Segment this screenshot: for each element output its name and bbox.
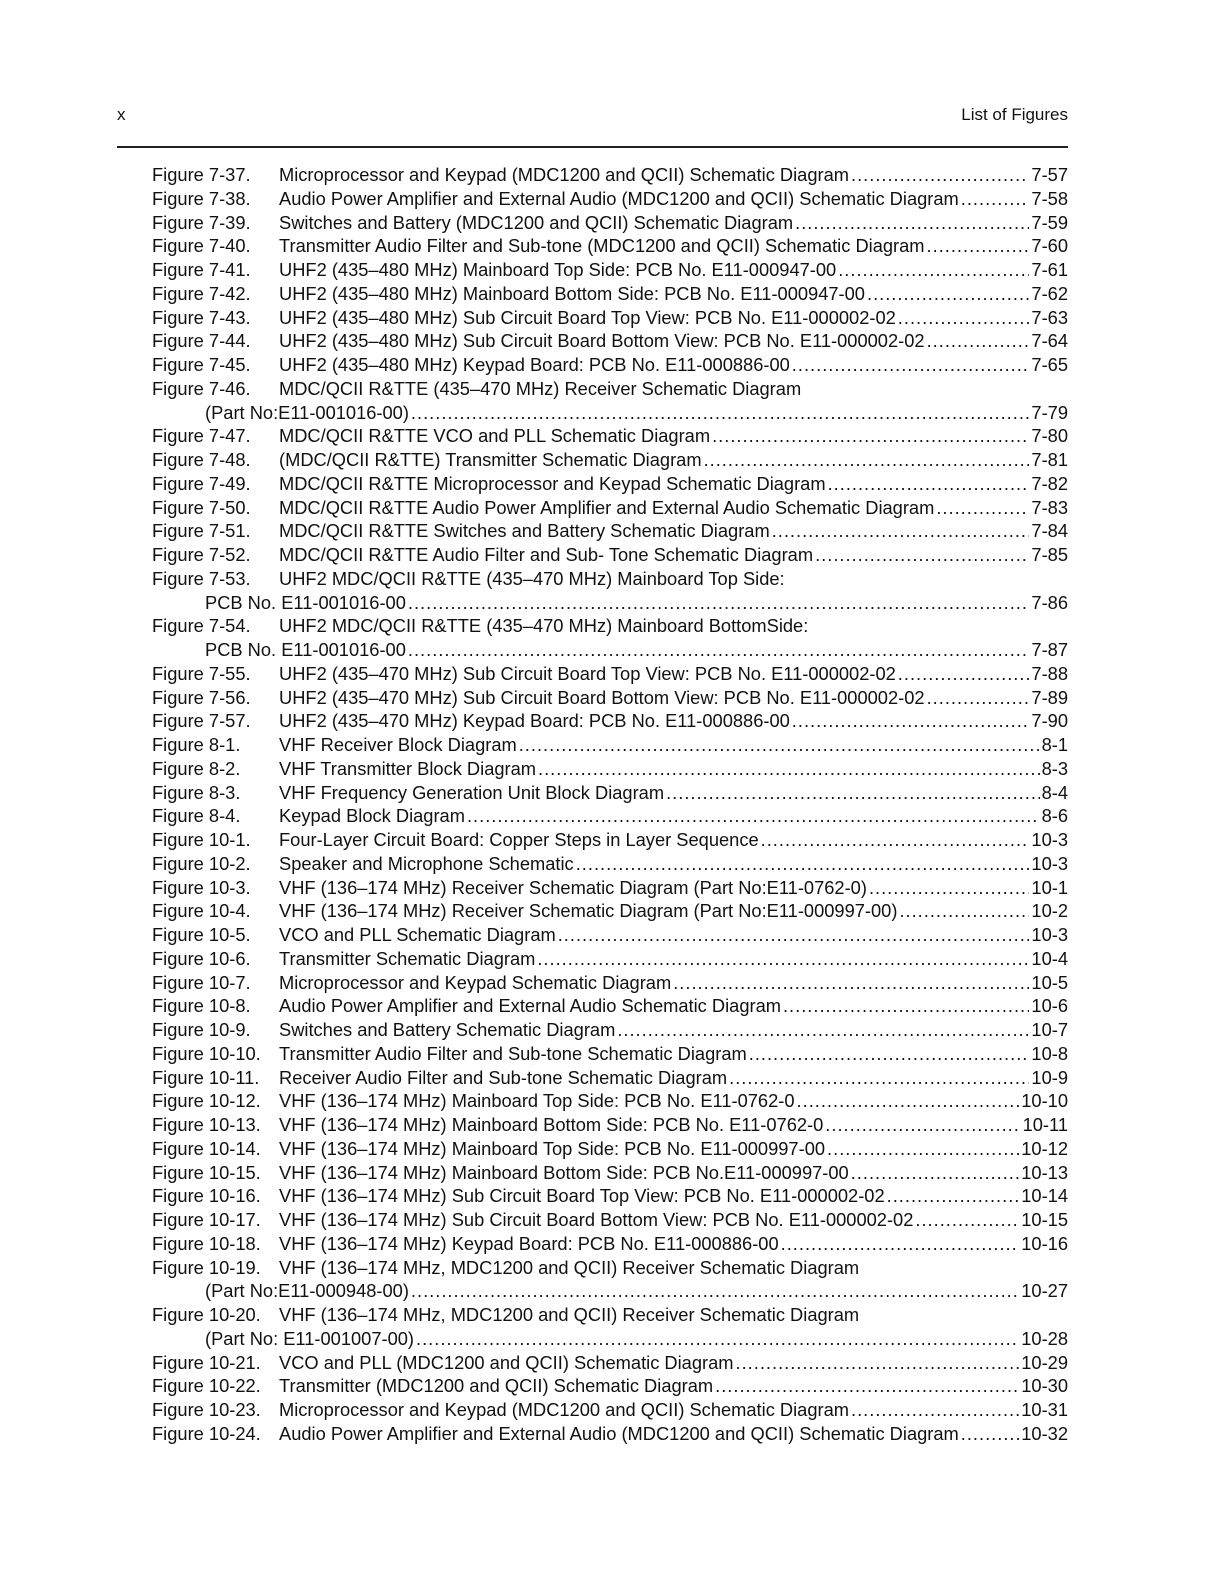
page-reference: 8-3 <box>1041 757 1068 779</box>
page-reference: 7-85 <box>1031 544 1068 565</box>
dot-leader <box>411 1279 1019 1303</box>
page-reference: 7-62 <box>1031 282 1068 304</box>
figure-entry[interactable] <box>152 353 1068 377</box>
figure-title: VHF (136–174 MHz, MDC1200 and QCII) Receiver Schematic Diagram <box>279 1304 860 1325</box>
page-reference: 7-86 <box>1031 591 1068 613</box>
figure-entry[interactable] <box>152 329 1068 353</box>
figure-entry[interactable] <box>152 163 1068 187</box>
section-title: List of Figures <box>961 105 1068 124</box>
figure-entry[interactable] <box>152 1256 1068 1304</box>
figure-title: UHF2 (435–470 MHz) Keypad Board: PCB No. E11-000886-00 <box>279 710 790 732</box>
figure-number: Figure 7-40. <box>152 235 251 257</box>
page-number: x <box>117 105 126 124</box>
dot-leader <box>827 1137 1019 1161</box>
figure-number: Figure 10-11. <box>152 1066 260 1088</box>
dot-leader <box>519 733 1040 757</box>
dot-leader <box>781 1232 1020 1256</box>
figure-title: Transmitter Audio Filter and Sub-tone Schematic Diagram <box>279 1042 747 1064</box>
page-reference: 7-89 <box>1031 686 1068 708</box>
page-reference: 10-30 <box>1021 1375 1068 1397</box>
figure-number: Figure 10-8. <box>152 995 251 1017</box>
figure-title: Speaker and Microphone Schematic <box>279 852 574 874</box>
page-reference: 8-4 <box>1041 781 1068 803</box>
figure-number: Figure 7-46. <box>152 377 251 399</box>
page-header <box>117 105 1068 129</box>
dot-leader <box>416 1327 1019 1351</box>
page-reference: 7-90 <box>1031 710 1068 732</box>
figure-entry[interactable] <box>152 876 1068 900</box>
figure-title: UHF2 (435–480 MHz) Keypad Board: PCB No. E11-000886-00 <box>279 354 790 375</box>
figure-number: Figure 7-37. <box>152 164 251 185</box>
dot-leader <box>869 876 1029 900</box>
figure-title: Switches and Battery (MDC1200 and QCII) Schematic Diagram <box>279 211 794 233</box>
figure-number: Figure 7-43. <box>152 306 251 328</box>
figure-list <box>152 163 1068 1446</box>
figure-number: Figure 10-7. <box>152 971 251 993</box>
figure-entry[interactable] <box>152 1184 1068 1208</box>
figure-number: Figure 10-23. <box>152 1399 261 1420</box>
page-reference: 7-80 <box>1031 425 1068 447</box>
figure-number: Figure 10-22. <box>152 1375 261 1397</box>
page-reference: 7-83 <box>1031 496 1068 518</box>
page-reference: 7-65 <box>1031 354 1068 375</box>
figure-number: Figure 7-50. <box>152 496 251 518</box>
dot-leader <box>537 947 1029 971</box>
dot-leader <box>715 1374 1019 1398</box>
figure-entry[interactable] <box>152 1303 1068 1351</box>
figure-entry[interactable] <box>152 804 1068 828</box>
dot-leader <box>795 211 1029 235</box>
dot-leader <box>898 662 1030 686</box>
figure-entry[interactable] <box>152 519 1068 543</box>
figure-title: Switches and Battery Schematic Diagram <box>279 1019 616 1040</box>
figure-title-continuation: (Part No: E11-001007-00) <box>205 1327 414 1349</box>
figure-number: Figure 7-54. <box>152 615 251 637</box>
figure-title: Transmitter Audio Filter and Sub-tone (MDC1200 and QCII) Schematic Diagram <box>279 235 925 257</box>
page-reference: 10-11 <box>1022 1114 1068 1135</box>
page-reference: 7-87 <box>1031 639 1068 660</box>
figure-number: Figure 10-14. <box>152 1137 261 1159</box>
figure-entry[interactable] <box>152 1232 1068 1256</box>
figure-number: Figure 7-56. <box>152 686 251 708</box>
figure-number: Figure 7-52. <box>152 544 251 565</box>
figure-title: VHF (136–174 MHz, MDC1200 and QCII) Receiver Schematic Diagram <box>279 1256 860 1278</box>
dot-leader <box>838 258 1029 282</box>
figure-title-continuation: PCB No. E11-001016-00 <box>205 591 406 613</box>
page-reference: 10-16 <box>1021 1232 1068 1254</box>
figure-number: Figure 7-48. <box>152 449 251 470</box>
figure-number: Figure 10-6. <box>152 947 251 969</box>
page-reference: 7-63 <box>1031 306 1068 328</box>
figure-number: Figure 7-38. <box>152 187 251 209</box>
page-reference: 7-60 <box>1031 235 1068 257</box>
dot-leader <box>899 899 1029 923</box>
figure-title: UHF2 (435–470 MHz) Sub Circuit Board Bottom View: PCB No. E11-000002-02 <box>279 686 925 708</box>
figure-title: VCO and PLL Schematic Diagram <box>279 924 556 945</box>
page-reference: 10-3 <box>1031 924 1068 945</box>
figure-title: VHF (136–174 MHz) Receiver Schematic Diagram (Part No:E11-0762-0) <box>279 876 867 898</box>
figure-number: Figure 10-9. <box>152 1019 251 1040</box>
dot-leader <box>408 638 1030 662</box>
page-reference: 10-3 <box>1031 829 1068 850</box>
figure-title: Microprocessor and Keypad (MDC1200 and QCII) Schematic Diagram <box>279 164 849 185</box>
figure-number: Figure 7-47. <box>152 425 251 447</box>
dot-leader <box>851 1161 1020 1185</box>
figure-title: Keypad Block Diagram <box>279 805 465 827</box>
figure-title: Transmitter Schematic Diagram <box>279 947 536 969</box>
page-reference: 10-31 <box>1021 1399 1068 1420</box>
figure-entry[interactable] <box>152 1018 1068 1042</box>
dot-leader <box>783 994 1029 1018</box>
figure-number: Figure 10-2. <box>152 852 251 874</box>
figure-entry[interactable] <box>152 1422 1068 1446</box>
dot-leader <box>961 1422 1019 1446</box>
page-reference: 7-81 <box>1031 449 1068 470</box>
figure-title: VHF (136–174 MHz) Mainboard Top Side: PCB No. E11-000997-00 <box>279 1137 826 1159</box>
figure-title: Four-Layer Circuit Board: Copper Steps in Layer Sequence <box>279 829 759 850</box>
figure-title: UHF2 MDC/QCII R&TTE (435–470 MHz) Mainboard Top Side: <box>279 567 785 589</box>
page-reference: 10-27 <box>1021 1280 1068 1302</box>
figure-entry[interactable] <box>152 923 1068 947</box>
figure-number: Figure 7-42. <box>152 282 251 304</box>
figure-number: Figure 10-15. <box>152 1161 261 1183</box>
dot-leader <box>704 448 1030 472</box>
figure-title: UHF2 (435–480 MHz) Sub Circuit Board Bottom View: PCB No. E11-000002-02 <box>279 330 925 352</box>
page-reference: 10-6 <box>1031 995 1068 1017</box>
figure-title: VCO and PLL (MDC1200 and QCII) Schematic Diagram <box>279 1351 734 1373</box>
figure-number: Figure 10-5. <box>152 924 251 945</box>
page-reference: 10-12 <box>1021 1137 1068 1159</box>
figure-number: Figure 7-45. <box>152 354 251 375</box>
page-reference: 7-57 <box>1031 164 1068 185</box>
page-reference: 10-8 <box>1031 1042 1068 1064</box>
dot-leader <box>961 187 1030 211</box>
figure-number: Figure 10-21. <box>152 1351 261 1373</box>
figure-title: MDC/QCII R&TTE Audio Filter and Sub- Tone Schematic Diagram <box>279 544 814 565</box>
figure-title: VHF (136–174 MHz) Sub Circuit Board Bottom View: PCB No. E11-000002-02 <box>279 1209 914 1230</box>
page-reference: 10-9 <box>1031 1066 1068 1088</box>
figure-entry[interactable] <box>152 1208 1068 1232</box>
dot-leader <box>666 781 1039 805</box>
figure-number: Figure 8-2. <box>152 757 241 779</box>
page-reference: 10-13 <box>1021 1161 1068 1183</box>
figure-entry[interactable] <box>152 757 1068 781</box>
figure-number: Figure 7-44. <box>152 330 251 352</box>
dot-leader <box>815 543 1029 567</box>
figure-number: Figure 10-18. <box>152 1232 261 1254</box>
dot-leader <box>936 496 1029 520</box>
figure-entry[interactable] <box>152 1042 1068 1066</box>
figure-entry[interactable] <box>152 1066 1068 1090</box>
dot-leader <box>851 163 1029 187</box>
figure-entry[interactable] <box>152 1137 1068 1161</box>
page-reference: 8-1 <box>1041 734 1068 755</box>
figure-title: Audio Power Amplifier and External Audio (MDC1200 and QCII) Schematic Diagram <box>279 1422 959 1444</box>
figure-title: UHF2 (435–470 MHz) Sub Circuit Board Top View: PCB No. E11-000002-02 <box>279 662 896 684</box>
page-reference: 7-88 <box>1031 662 1068 684</box>
figure-title: Receiver Audio Filter and Sub-tone Schematic Diagram <box>279 1066 728 1088</box>
figure-title: UHF2 MDC/QCII R&TTE (435–470 MHz) Mainboard BottomSide: <box>279 615 809 637</box>
dot-leader <box>772 519 1030 543</box>
page-reference: 10-5 <box>1031 971 1068 993</box>
figure-number: Figure 7-51. <box>152 520 251 542</box>
page-reference: 7-58 <box>1031 187 1068 209</box>
dot-leader <box>408 591 1030 615</box>
figure-entry[interactable] <box>152 424 1068 448</box>
page-reference: 7-82 <box>1031 472 1068 494</box>
figure-title: Audio Power Amplifier and External Audio (MDC1200 and QCII) Schematic Diagram <box>279 187 959 209</box>
figure-number: Figure 10-17. <box>152 1209 261 1230</box>
figure-number: Figure 10-20. <box>152 1304 261 1325</box>
figure-number: Figure 10-13. <box>152 1114 261 1135</box>
figure-number: Figure 7-39. <box>152 211 251 233</box>
page-reference: 10-29 <box>1021 1351 1068 1373</box>
figure-entry[interactable] <box>152 472 1068 496</box>
dot-leader <box>828 472 1030 496</box>
figure-entry[interactable] <box>152 614 1068 662</box>
figure-title: UHF2 (435–480 MHz) Mainboard Top Side: PCB No. E11-000947-00 <box>279 259 837 280</box>
figure-title: (MDC/QCII R&TTE) Transmitter Schematic Diagram <box>279 449 702 470</box>
dot-leader <box>927 686 1030 710</box>
dot-leader <box>736 1351 1020 1375</box>
dot-leader <box>915 1208 1019 1232</box>
figure-entry[interactable] <box>152 187 1068 211</box>
dot-leader <box>558 923 1030 947</box>
figure-entry[interactable] <box>152 686 1068 710</box>
page-reference: 7-79 <box>1031 401 1068 423</box>
dot-leader <box>927 234 1030 258</box>
figure-title: VHF (136–174 MHz) Mainboard Bottom Side: PCB No. E11-0762-0 <box>279 1114 824 1135</box>
figure-number: Figure 10-10. <box>152 1042 261 1064</box>
page-reference: 7-61 <box>1031 259 1068 280</box>
figure-entry[interactable] <box>152 733 1068 757</box>
figure-title: VHF (136–174 MHz) Mainboard Top Side: PCB No. E11-0762-0 <box>279 1090 795 1112</box>
dot-leader <box>792 709 1030 733</box>
page-reference: 7-59 <box>1031 211 1068 233</box>
page-reference: 10-1 <box>1031 876 1068 898</box>
dot-leader <box>411 401 1029 425</box>
figure-entry[interactable] <box>152 306 1068 330</box>
figure-number: Figure 7-41. <box>152 259 251 280</box>
figure-title: VHF (136–174 MHz) Mainboard Bottom Side: PCB No.E11-000997-00 <box>279 1161 849 1183</box>
figure-entry[interactable] <box>152 1089 1068 1113</box>
figure-title: MDC/QCII R&TTE Switches and Battery Schematic Diagram <box>279 520 770 542</box>
dot-leader <box>467 804 1040 828</box>
figure-number: Figure 10-4. <box>152 900 251 922</box>
figure-title: VHF Frequency Generation Unit Block Diagram <box>279 781 665 803</box>
figure-title-continuation: (Part No:E11-000948-00) <box>205 1280 409 1302</box>
figure-title: VHF (136–174 MHz) Sub Circuit Board Top View: PCB No. E11-000002-02 <box>279 1185 885 1207</box>
figure-number: Figure 10-19. <box>152 1256 261 1278</box>
dot-leader <box>749 1042 1030 1066</box>
figure-number: Figure 8-1. <box>152 734 241 755</box>
figure-entry[interactable] <box>152 1161 1068 1185</box>
dot-leader <box>538 757 1040 781</box>
page-reference: 10-14 <box>1021 1185 1068 1207</box>
figure-title: VHF (136–174 MHz) Keypad Board: PCB No. E11-000886-00 <box>279 1232 779 1254</box>
figure-entry[interactable] <box>152 709 1068 733</box>
figure-title: MDC/QCII R&TTE Microprocessor and Keypad Schematic Diagram <box>279 472 826 494</box>
figure-title: VHF Receiver Block Diagram <box>279 734 517 755</box>
dot-leader <box>797 1089 1020 1113</box>
page-reference: 7-64 <box>1031 330 1068 352</box>
figure-entry[interactable] <box>152 448 1068 472</box>
page-reference: 10-2 <box>1031 900 1068 922</box>
figure-entry[interactable] <box>152 1374 1068 1398</box>
figure-title: Microprocessor and Keypad Schematic Diagram <box>279 971 672 993</box>
figure-entry[interactable] <box>152 377 1068 425</box>
figure-entry[interactable] <box>152 662 1068 686</box>
dot-leader <box>712 424 1029 448</box>
figure-entry[interactable] <box>152 947 1068 971</box>
figure-entry[interactable] <box>152 994 1068 1018</box>
figure-entry[interactable] <box>152 496 1068 520</box>
dot-leader <box>825 1113 1020 1137</box>
figure-number: Figure 8-4. <box>152 805 241 827</box>
figure-entry[interactable] <box>152 899 1068 923</box>
dot-leader <box>898 306 1030 330</box>
figure-entry[interactable] <box>152 211 1068 235</box>
page-reference: 7-84 <box>1031 520 1068 542</box>
dot-leader <box>576 852 1030 876</box>
figure-entry[interactable] <box>152 258 1068 282</box>
figure-title: VHF Transmitter Block Diagram <box>279 757 537 779</box>
dot-leader <box>867 282 1029 306</box>
dot-leader <box>617 1018 1029 1042</box>
figure-number: Figure 10-1. <box>152 829 251 850</box>
figure-title: UHF2 (435–480 MHz) Sub Circuit Board Top View: PCB No. E11-000002-02 <box>279 306 896 328</box>
figure-number: Figure 10-16. <box>152 1185 261 1207</box>
figure-number: Figure 7-55. <box>152 662 251 684</box>
page-reference: 10-28 <box>1021 1327 1068 1349</box>
page-reference: 10-15 <box>1021 1209 1068 1230</box>
figure-title: MDC/QCII R&TTE VCO and PLL Schematic Diagram <box>279 425 711 447</box>
figure-entry[interactable] <box>152 852 1068 876</box>
figure-entry[interactable] <box>152 234 1068 258</box>
figure-title: MDC/QCII R&TTE Audio Power Amplifier and External Audio Schematic Diagram <box>279 496 935 518</box>
figure-title-continuation: (Part No:E11-001016-00) <box>205 401 409 423</box>
figure-title: UHF2 (435–480 MHz) Mainboard Bottom Side: PCB No. E11-000947-00 <box>279 282 865 304</box>
page-reference: 8-6 <box>1041 805 1068 827</box>
page-reference: 10-32 <box>1021 1422 1068 1444</box>
dot-leader <box>851 1398 1019 1422</box>
dot-leader <box>887 1184 1020 1208</box>
figure-entry[interactable] <box>152 282 1068 306</box>
dot-leader <box>729 1066 1029 1090</box>
figure-number: Figure 8-3. <box>152 781 241 803</box>
dot-leader <box>927 329 1030 353</box>
figure-entry[interactable] <box>152 828 1068 852</box>
page-reference: 10-7 <box>1031 1019 1068 1040</box>
page-reference: 10-4 <box>1031 947 1068 969</box>
figure-number: Figure 10-3. <box>152 876 251 898</box>
figure-number: Figure 7-53. <box>152 567 251 589</box>
figure-title-continuation: PCB No. E11-001016-00 <box>205 639 406 660</box>
figure-title: MDC/QCII R&TTE (435–470 MHz) Receiver Schematic Diagram <box>279 377 802 399</box>
header-rule <box>117 146 1068 148</box>
figure-entry[interactable] <box>152 971 1068 995</box>
figure-entry[interactable] <box>152 1351 1068 1375</box>
figure-number: Figure 7-49. <box>152 472 251 494</box>
figure-title: Transmitter (MDC1200 and QCII) Schematic Diagram <box>279 1375 714 1397</box>
figure-entry[interactable] <box>152 567 1068 615</box>
figure-title: VHF (136–174 MHz) Receiver Schematic Diagram (Part No:E11-000997-00) <box>279 900 898 922</box>
figure-entry[interactable] <box>152 781 1068 805</box>
dot-leader <box>673 971 1029 995</box>
dot-leader <box>761 828 1030 852</box>
figure-title: Audio Power Amplifier and External Audio Schematic Diagram <box>279 995 781 1017</box>
figure-entry[interactable] <box>152 543 1068 567</box>
dot-leader <box>792 353 1030 377</box>
figure-entry[interactable] <box>152 1113 1068 1137</box>
page-reference: 10-3 <box>1031 852 1068 874</box>
figure-title: Microprocessor and Keypad (MDC1200 and QCII) Schematic Diagram <box>279 1399 849 1420</box>
page-reference: 10-10 <box>1021 1090 1068 1112</box>
figure-number: Figure 10-12. <box>152 1090 261 1112</box>
figure-entry[interactable] <box>152 1398 1068 1422</box>
figure-number: Figure 7-57. <box>152 710 251 732</box>
figure-number: Figure 10-24. <box>152 1422 261 1444</box>
